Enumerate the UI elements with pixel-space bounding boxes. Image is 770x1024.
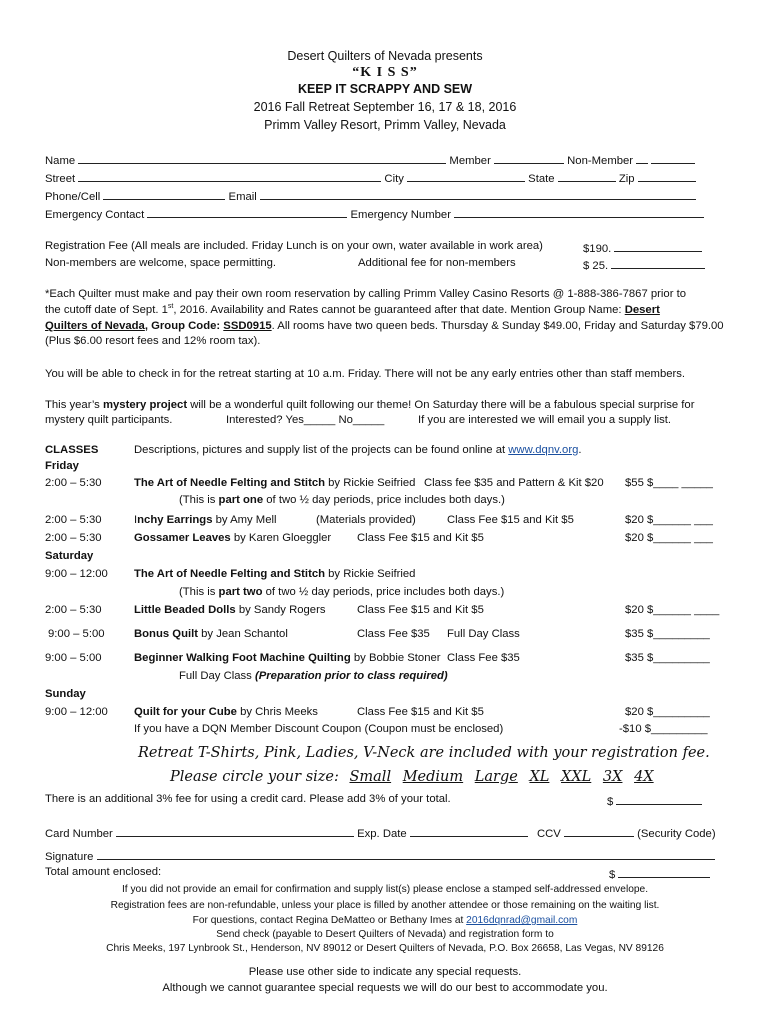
card-row xyxy=(45,825,716,840)
class-4-title xyxy=(134,568,415,580)
room-line-2-sup: st xyxy=(167,303,174,310)
mystery-a: This year’s xyxy=(45,399,103,411)
group-code: SSD0915 xyxy=(223,320,272,332)
room-line-2a: the cutoff date of Sept. 1 xyxy=(45,303,168,316)
class-3-time: 2:00 – 5:30 xyxy=(45,532,102,544)
street-row xyxy=(45,170,696,185)
registration-fee-text: Registration Fee (All meals are included. Friday Lunch is on your own, water available in work area) xyxy=(45,240,543,252)
class-6-teacher: by Jean Schantol xyxy=(198,628,288,640)
ccv-label: CCV xyxy=(536,828,561,840)
class-8-time: 9:00 – 12:00 xyxy=(45,706,108,718)
emergency-contact-label: Emergency Contact xyxy=(45,209,145,221)
footer-line-5: Chris Meeks, 197 Lynbrook St., Henderson, NV 89012 or Desert Quilters of Nevada, P.O. Box 26658, Las Vegas, NV 89126 xyxy=(106,943,664,954)
emergency-row xyxy=(45,206,704,221)
emergency-number-field[interactable] xyxy=(454,206,704,218)
coupon-price[interactable]: -$10 $_________ xyxy=(619,723,708,735)
footer-line-4: Send check (payable to Desert Quilters of Nevada) and registration form to xyxy=(216,929,554,940)
classes-desc: Descriptions, pictures and supply list of the projects can be found online at www.dqnv.org. xyxy=(134,444,582,456)
footer-contact: For questions, contact Regina DeMatteo or Bethany Imes at xyxy=(192,915,467,926)
credit-card-note: There is an additional 3% fee for using a credit card. Please add 3% of your total. xyxy=(45,793,451,805)
nonmember-amount: $ 25. xyxy=(583,260,609,272)
street-label: Street xyxy=(45,173,76,185)
class-5-teacher: by Sandy Rogers xyxy=(235,604,326,616)
class-1-fee: Class fee $35 and Pattern & Kit $20 xyxy=(424,477,604,489)
class-1-title xyxy=(134,477,415,489)
total-dollar: $ xyxy=(609,869,616,881)
non-member-label: Non-Member xyxy=(567,155,634,167)
registration-fee-amount xyxy=(583,240,702,255)
size-4x[interactable]: 4X xyxy=(634,769,654,785)
class-3-teacher: by Karen Gloeggler xyxy=(230,532,332,544)
class-2-name: nchy Earrings xyxy=(137,514,213,526)
class-2-initial: I xyxy=(134,514,138,526)
member-field[interactable] xyxy=(494,152,564,164)
classes-desc-text: Descriptions, pictures and supply list of the projects can be found online at xyxy=(134,444,509,456)
class-7-fee: Class Fee $35 xyxy=(447,652,520,664)
credit-fee-row xyxy=(607,793,702,808)
class-8-name: Quilt for your Cube xyxy=(134,706,237,718)
size-xl[interactable]: XL xyxy=(529,769,550,785)
class-6-name: Bonus Quilt xyxy=(134,628,199,640)
class-1-teacher: by Rickie Seifried xyxy=(325,477,416,489)
group-name-b: Quilters of Nevada xyxy=(45,320,145,332)
retreat-dates: 2016 Fall Retreat September 16, 17 & 18, 2016 xyxy=(253,100,517,114)
room-line-1: *Each Quilter must make and pay their own room reservation by calling Primm Valley Casino Resorts @ 1-888-386-7867 prior to xyxy=(45,288,687,300)
mystery-email-note: If you are interested we will email you a supply list. xyxy=(418,414,672,426)
zip-field[interactable] xyxy=(638,170,696,182)
mystery-line-1 xyxy=(45,399,694,411)
class-1-note-a: (This is xyxy=(179,494,219,506)
class-5-title xyxy=(134,604,326,616)
city-label: City xyxy=(384,173,404,185)
class-4-note xyxy=(179,586,504,598)
class-2-title xyxy=(134,514,277,526)
credit-dollar: $ xyxy=(607,796,614,808)
class-5-time: 2:00 – 5:30 xyxy=(45,604,102,616)
exp-date-field[interactable] xyxy=(410,825,528,837)
card-number-field[interactable] xyxy=(116,825,354,837)
state-field[interactable] xyxy=(558,170,616,182)
credit-fee-field[interactable] xyxy=(616,793,702,805)
class-6-full-day: Full Day Class xyxy=(447,628,520,640)
emergency-number-label: Emergency Number xyxy=(350,209,451,221)
signature-row xyxy=(45,848,715,863)
sunday-heading: Sunday xyxy=(45,688,86,700)
class-2-price[interactable]: $20 $______ ___ xyxy=(625,514,713,526)
mystery-bold: mystery project xyxy=(102,399,188,411)
class-7-note-a: Full Day Class xyxy=(179,670,255,682)
retreat-location: Primm Valley Resort, Primm Valley, Nevada xyxy=(264,118,506,132)
class-3-name: Gossamer Leaves xyxy=(134,532,231,544)
size-prompt: Please circle your size: xyxy=(170,769,339,785)
zip-label: Zip xyxy=(618,173,635,185)
name-field[interactable] xyxy=(78,152,446,164)
saturday-heading: Saturday xyxy=(45,550,94,562)
non-member-field-2[interactable] xyxy=(651,152,695,164)
class-4-teacher: by Rickie Seifried xyxy=(325,568,416,580)
mystery-line-2: mystery quilt participants. xyxy=(45,414,173,426)
class-1-price[interactable]: $55 $____ _____ xyxy=(625,477,713,489)
class-6-title xyxy=(134,628,288,640)
security-code-label: (Security Code) xyxy=(637,828,716,840)
footer-line-2: Registration fees are non-refundable, unless your place is filled by another attendee or those remaining on the waiting list. xyxy=(110,900,660,911)
registration-fee-field[interactable] xyxy=(614,240,702,252)
size-selector xyxy=(170,769,654,785)
class-7-price[interactable]: $35 $_________ xyxy=(625,652,710,664)
class-8-title xyxy=(134,706,318,718)
class-6-fee: Class Fee $35 xyxy=(357,628,430,640)
class-3-title xyxy=(134,532,331,544)
size-large[interactable]: Large xyxy=(474,769,518,785)
class-5-fee: Class Fee $15 and Kit $5 xyxy=(357,604,484,616)
city-field[interactable] xyxy=(407,170,525,182)
room-line-4: (Plus $6.00 resort fees and 12% room tax). xyxy=(45,335,261,347)
class-2-time: 2:00 – 5:30 xyxy=(45,514,102,526)
class-1-note xyxy=(179,494,505,506)
class-8-teacher: by Chris Meeks xyxy=(236,706,318,718)
subtitle: KEEP IT SCRAPPY AND SEW xyxy=(297,82,473,96)
name-label: Name xyxy=(45,155,76,167)
nonmember-fee-amount xyxy=(583,257,705,272)
phone-row xyxy=(45,188,696,203)
street-field[interactable] xyxy=(78,170,381,182)
size-xxl[interactable]: XXL xyxy=(561,769,592,785)
class-1-note-b: part one xyxy=(218,494,264,506)
non-member-field[interactable] xyxy=(636,152,648,164)
website-link[interactable]: www.dqnv.org xyxy=(508,444,579,456)
class-1-note-c: of two ½ day periods, price includes both days.) xyxy=(263,494,505,506)
ccv-field[interactable] xyxy=(564,825,634,837)
friday-heading: Friday xyxy=(45,460,79,472)
name-row xyxy=(45,152,695,167)
group-name-a: Desert xyxy=(624,303,660,316)
room-line-3 xyxy=(45,320,724,332)
class-4-note-c: of two ½ day periods, price includes both days.) xyxy=(262,586,505,598)
class-3-fee: Class Fee $15 and Kit $5 xyxy=(357,532,484,544)
class-8-price[interactable]: $20 $_________ xyxy=(625,706,710,718)
registration-amount: $190. xyxy=(583,243,612,255)
presents-line: Desert Quilters of Nevada presents xyxy=(287,49,483,63)
kiss-title: “K I S S” xyxy=(352,65,418,80)
class-3-price[interactable]: $20 $______ ___ xyxy=(625,532,713,544)
class-4-note-b: part two xyxy=(218,586,263,598)
footer-line-3 xyxy=(0,915,770,926)
class-2-materials: (Materials provided) xyxy=(316,514,416,526)
class-1-time: 2:00 – 5:30 xyxy=(45,477,102,489)
phone-label: Phone/Cell xyxy=(45,191,101,203)
size-small[interactable]: Small xyxy=(349,769,392,785)
exp-date-label: Exp. Date xyxy=(357,828,407,840)
card-number-label: Card Number xyxy=(45,828,113,840)
email-label: Email xyxy=(228,191,257,203)
mystery-b: will be a wonderful quilt following our theme! On Saturday there will be a fabulous special surprise for xyxy=(187,399,695,411)
room-rates: . All rooms have two queen beds. Thursday & Sunday $49.00, Friday and Saturday $79.00 xyxy=(271,320,724,332)
class-8-fee: Class Fee $15 and Kit $5 xyxy=(357,706,484,718)
size-medium[interactable]: Medium xyxy=(402,769,464,785)
class-6-price[interactable]: $35 $_________ xyxy=(625,628,710,640)
nonmembers-welcome: Non-members are welcome, space permitting. xyxy=(45,257,277,269)
state-label: State xyxy=(528,173,555,185)
class-7-note xyxy=(179,670,448,682)
total-field[interactable] xyxy=(618,866,710,878)
phone-field[interactable] xyxy=(103,188,225,200)
classes-heading: CLASSES xyxy=(45,444,99,456)
class-7-teacher: by Bobbie Stoner xyxy=(350,652,441,664)
class-4-time: 9:00 – 12:00 xyxy=(45,568,108,580)
class-1-name: The Art of Needle Felting and Stitch xyxy=(134,477,326,489)
class-7-title xyxy=(134,652,441,664)
signature-label: Signature xyxy=(45,851,94,863)
class-4-name: The Art of Needle Felting and Stitch xyxy=(134,568,326,580)
size-3x[interactable]: 3X xyxy=(602,769,623,785)
class-5-price[interactable]: $20 $______ ____ xyxy=(625,604,720,616)
room-line-2b: , 2016. Availability and Rates cannot be guaranteed after that date. Mention Group Name: xyxy=(173,303,625,316)
class-4-note-a: (This is xyxy=(179,586,219,598)
total-label: Total amount enclosed: xyxy=(45,866,162,878)
class-7-note-b: (Preparation prior to class required) xyxy=(254,670,448,682)
room-line-2 xyxy=(45,303,660,316)
mystery-interested[interactable]: Interested? Yes_____ No_____ xyxy=(226,414,385,426)
footer-line-1: If you did not provide an email for confirmation and supply list(s) please enclose a stamped self-addressed envelope. xyxy=(121,884,649,895)
checkin-text: You will be able to check in for the retreat starting at 10 a.m. Friday. There will not be any early entries other than staff members. xyxy=(45,368,686,380)
email-field[interactable] xyxy=(260,188,696,200)
signature-field[interactable] xyxy=(97,848,715,860)
member-label: Member xyxy=(449,155,491,167)
group-code-label: , Group Code: xyxy=(144,320,224,332)
total-row xyxy=(609,866,710,881)
class-7-time: 9:00 – 5:00 xyxy=(45,652,102,664)
class-6-time: 9:00 – 5:00 xyxy=(48,628,105,640)
footer-line-7: Although we cannot guarantee special requests we will do our best to accommodate you. xyxy=(162,982,608,994)
class-2-fee: Class Fee $15 and Kit $5 xyxy=(447,514,574,526)
emergency-contact-field[interactable] xyxy=(147,206,347,218)
tshirt-note: Retreat T-Shirts, Pink, Ladies, V-Neck are included with your registration fee. xyxy=(138,745,710,761)
class-2-teacher: by Amy Mell xyxy=(212,514,277,526)
coupon-text: If you have a DQN Member Discount Coupon (Coupon must be enclosed) xyxy=(134,723,504,735)
class-7-name: Beginner Walking Foot Machine Quilting xyxy=(134,652,351,664)
nonmember-fee-field[interactable] xyxy=(611,257,705,269)
footer-line-6: Please use other side to indicate any special requests. xyxy=(248,966,522,978)
nonmember-fee-text: Additional fee for non-members xyxy=(358,257,516,269)
contact-email-link[interactable]: 2016dqnrad@gmail.com xyxy=(466,915,578,926)
class-5-name: Little Beaded Dolls xyxy=(134,604,236,616)
